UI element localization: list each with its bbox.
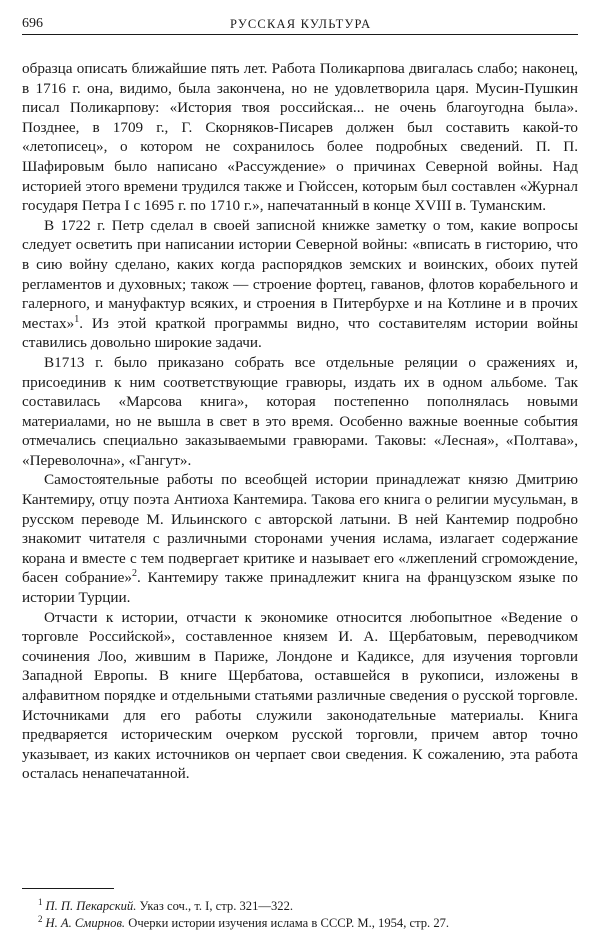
paragraph-text: В 1722 г. Петр сделал в своей записной книжке заметку о том, какие вопросы следует осветить при написании истории Северной войны: «вписать в гисторию, что в сию войну сделано, каких когда распорядков земских и воинских, обоих путей регламентов и духовных; також — строение фортец, гаванов, флотов корабельного и галерного, и мануфактур всяких, и строения в Питербурхе и на Котлине и в прочих местах» — [22, 216, 578, 332]
paragraph-text: Самостоятельные работы по всеобщей истории принадлежат князю Дмитрию Кантемиру, отцу поэта Антиоха Кантемира. Такова его книга о религии мусульман, в русском переводе М. Ильинского с авторской латыни. В ней Кантемир подробно знакомит читателя с различными сторонами учения ислама, излагает содержание корана и вместе с тем подвергает критике и называет его «лжеплений сгромождение, басен собрание» — [22, 471, 578, 587]
footnote-author: Н. А. Смирнов. — [45, 916, 126, 930]
paragraph-text: образца описать ближайшие пять лет. Работа Поликарпова двигалась слабо; наконец, в 1716 г. она, видимо, была закончена, но не удовлетворила царя. Мусин-Пушкин писал Поликарпову: «История твоя российская... не очень благоугодна была». Позднее, в 1709 г., Г. Скорняков-Писарев должен был составить какой-то «летописец», о котором не сохранилось более подробных сведений. П. П. Шафировым было написано «Рассуждение» о причинах Северной войны. Над историей этого времени трудился также и Гюйссен, которым был составлен «Журнал государя Петра I с 1695 г. по 1710 г.», напечатанный в конце XVIII в. Туманским. — [22, 60, 578, 215]
footnote-rule — [22, 888, 114, 889]
footnote-mark: 1 — [38, 896, 43, 907]
page-number: 696 — [22, 16, 43, 31]
paragraph-text-tail: . Кантемиру также принадлежит книга на французском языке по истории Турции. — [22, 569, 579, 607]
running-head — [22, 14, 578, 35]
paragraph-text: В1713 г. было приказано собрать все отдельные реляции о сражениях и, присоединив к ним соответствующие гравюры, издать их в одном альбоме. Так составилась «Марсова книга», которая постепенно пополнялась новыми материалами, но не вышла в свет в это время. Особенно важные военные события отмечались специально заказываемыми гравюрами. Таковы: «Лесная», «Полтава», «Переволочна», «Гангут». — [22, 353, 578, 469]
paragraph-2 — [22, 216, 578, 353]
footnotes — [22, 898, 578, 932]
paragraph-1 — [22, 59, 578, 216]
book-page — [22, 14, 578, 939]
body-text — [22, 59, 578, 784]
paragraph-5 — [22, 608, 578, 784]
paragraph-4 — [22, 470, 578, 607]
footnote-author: П. П. Пекарский. — [45, 899, 137, 913]
footnote-text: Указ соч., т. I, стр. 321—322. — [136, 899, 294, 913]
running-title: РУССКАЯ КУЛЬТУРА — [230, 17, 372, 31]
footnote-2 — [22, 915, 578, 932]
paragraph-text: Отчасти к истории, отчасти к экономике относится любопытное «Ведение о торговле Российской», составленное князем И. А. Щербатовым, переводчиком сочинения Лоо, жившим в Париже, Лондоне и Кадиксе, для изучения торговли Западной Европы. В книге Щербатова, оставшейся в рукописи, изложены в алфавитном порядке и отдельными статьями различные сведения о русской торговле. Источниками для его работы служили законодательные материалы. Книга предваряется историческим очерком русской торговли, причем автор точно указывает, из каких источников он черпает свои сведения. К сожалению, эта работа осталась ненапечатанной. — [22, 608, 578, 783]
paragraph-3 — [22, 353, 578, 471]
footnote-text: Очерки истории изучения ислама в СССР. М., 1954, стр. 27. — [125, 916, 450, 930]
footnote-ref-1[interactable]: 1 — [74, 313, 80, 325]
paragraph-text-tail: . Из этой краткой программы видно, что составителям истории войны ставились довольно широкие задачи. — [22, 314, 578, 352]
footnote-ref-2[interactable]: 2 — [132, 568, 137, 580]
footnote-mark: 2 — [38, 913, 43, 924]
footnote-1 — [22, 898, 578, 915]
